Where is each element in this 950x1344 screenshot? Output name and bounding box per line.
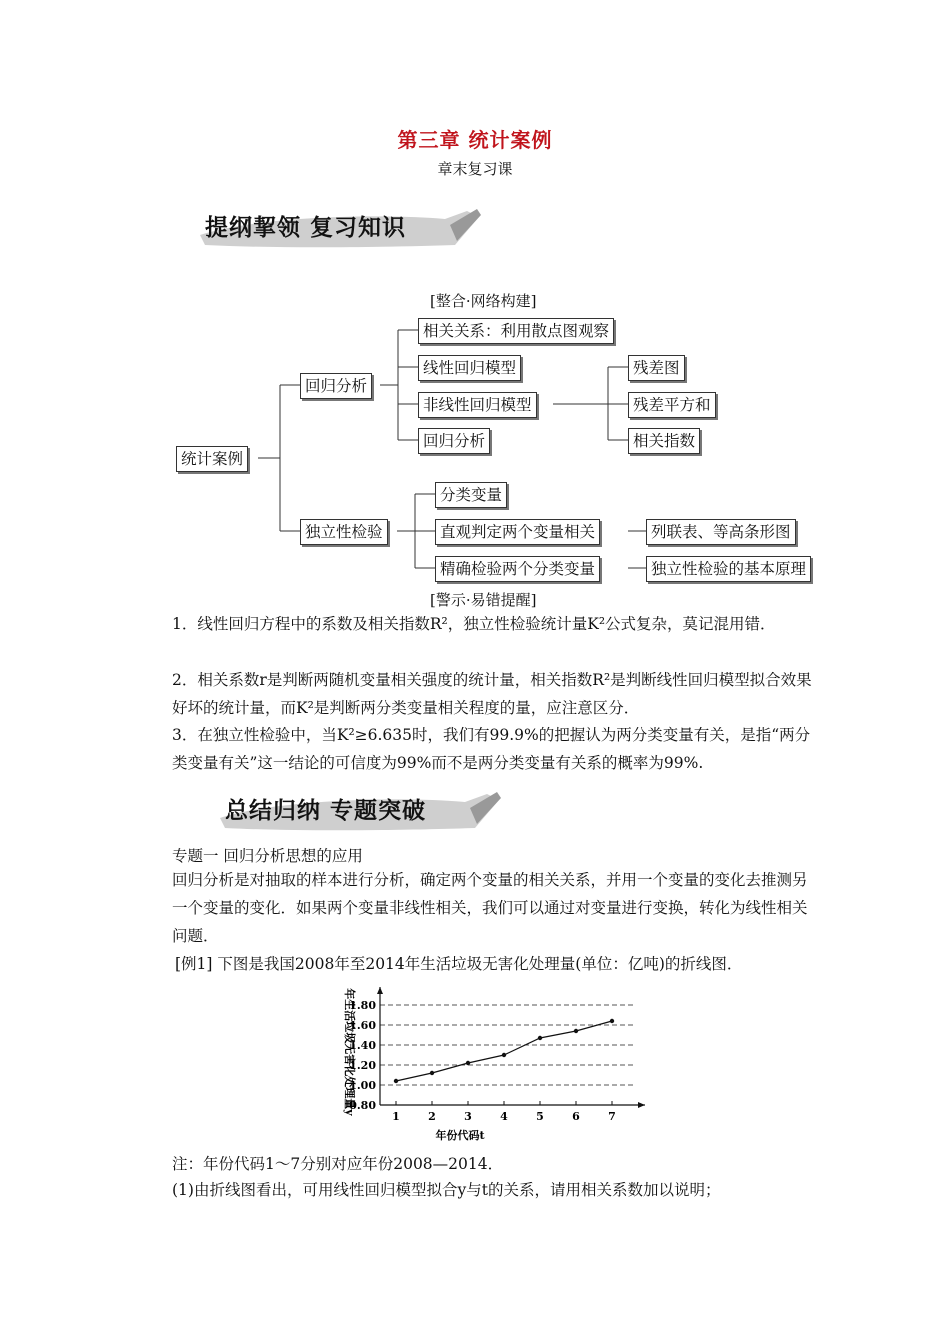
node-contingency-table: 列联表、等高条形图 xyxy=(646,519,796,545)
series-line xyxy=(396,1021,612,1081)
y-axis-label: 年生活垃圾无害化处理量y xyxy=(343,988,356,1116)
node-correlation: 相关关系：利用散点图观察 xyxy=(418,318,614,344)
node-regression-analysis: 回归分析 xyxy=(418,428,490,454)
banner-text: 提纲挈领 复习知识 xyxy=(205,215,407,241)
warning-3: 3．在独立性检验中，当K²≥6.635时，我们有99.9%的把握认为两分类变量有关，是指“两分类变量有关”这一结论的可信度为99%而不是两分类变量有关系的概率为99%. xyxy=(172,726,811,772)
data-point xyxy=(538,1036,542,1040)
banner-text: 总结归纳 专题突破 xyxy=(225,798,427,824)
x-tick-label: 7 xyxy=(608,1110,616,1123)
warning-1: 1．线性回归方程中的系数及相关指数R²，独立性检验统计量K²公式复杂，莫记混用错． xyxy=(172,615,776,633)
data-point xyxy=(394,1079,398,1083)
chapter-subtitle: 章末复习课 xyxy=(437,160,513,178)
node-linear-model: 线性回归模型 xyxy=(418,355,521,381)
node-nonlinear-model: 非线性回归模型 xyxy=(418,392,537,418)
y-tick-label: 0.80 xyxy=(349,1099,376,1112)
data-point xyxy=(430,1071,434,1075)
data-point xyxy=(502,1053,506,1057)
x-tick-label: 6 xyxy=(572,1110,580,1123)
node-precise-test: 精确检验两个分类变量 xyxy=(435,556,600,582)
line-chart xyxy=(330,985,650,1145)
node-correlation-index: 相关指数 xyxy=(628,428,700,454)
x-axis-label: 年份代码t xyxy=(435,1129,485,1142)
y-tick-label: 1.40 xyxy=(349,1039,376,1052)
node-residual-plot: 残差图 xyxy=(628,355,685,381)
question-1: (1)由折线图看出，可用线性回归模型拟合y与t的关系，请用相关系数加以说明； xyxy=(172,1181,721,1199)
topic-heading: 专题一 回归分析思想的应用 xyxy=(172,847,363,865)
diagram-connectors xyxy=(0,0,950,600)
data-point xyxy=(574,1029,578,1033)
node-intuitive-judge: 直观判定两个变量相关 xyxy=(435,519,600,545)
diagram-bottom-label: [警示·易错提醒] xyxy=(430,591,537,609)
node-basic-principle: 独立性检验的基本原理 xyxy=(646,556,811,582)
y-tick-label: 1.20 xyxy=(349,1059,376,1072)
x-tick-label: 5 xyxy=(536,1110,544,1123)
warning-2: 2．相关系数r是判断两随机变量相关强度的统计量，相关指数R²是判断线性回归模型拟合效果好坏的统计量，而K²是判断两分类变量相关程度的量，应注意区分． xyxy=(172,671,812,717)
x-tick-label: 4 xyxy=(500,1110,508,1123)
chart-note: 注：年份代码1～7分别对应年份2008—2014． xyxy=(172,1155,504,1173)
y-tick-label: 1.80 xyxy=(349,999,376,1012)
x-axis-arrow-icon xyxy=(638,1102,645,1108)
y-axis-arrow-icon xyxy=(377,987,383,994)
chapter-title: 第三章 统计案例 xyxy=(397,128,553,152)
data-point xyxy=(610,1019,614,1023)
node-regression: 回归分析 xyxy=(300,373,372,399)
topic-intro: 回归分析是对抽取的样本进行分析，确定两个变量的相关关系，并用一个变量的变化去推测另一个变量的变化．如果两个变量非线性相关，我们可以通过对变量进行变换，转化为线性相关问题． xyxy=(172,871,808,945)
section-banner-topics xyxy=(215,788,505,828)
node-residual-sum: 残差平方和 xyxy=(628,392,716,418)
node-categorical-var: 分类变量 xyxy=(435,482,507,508)
node-independence-test: 独立性检验 xyxy=(300,519,388,545)
data-point xyxy=(466,1061,470,1065)
y-tick-label: 1.60 xyxy=(349,1019,376,1032)
y-tick-label: 1.00 xyxy=(349,1079,376,1092)
node-root: 统计案例 xyxy=(176,446,248,472)
diagram-top-label: [整合·网络构建] xyxy=(430,292,537,310)
x-tick-label: 1 xyxy=(392,1110,400,1123)
x-tick-label: 2 xyxy=(428,1110,436,1123)
example-text: [例1] 下图是我国2008年至2014年生活垃圾无害化处理量(单位：亿吨)的折线图． xyxy=(175,955,743,973)
x-tick-label: 3 xyxy=(464,1110,472,1123)
